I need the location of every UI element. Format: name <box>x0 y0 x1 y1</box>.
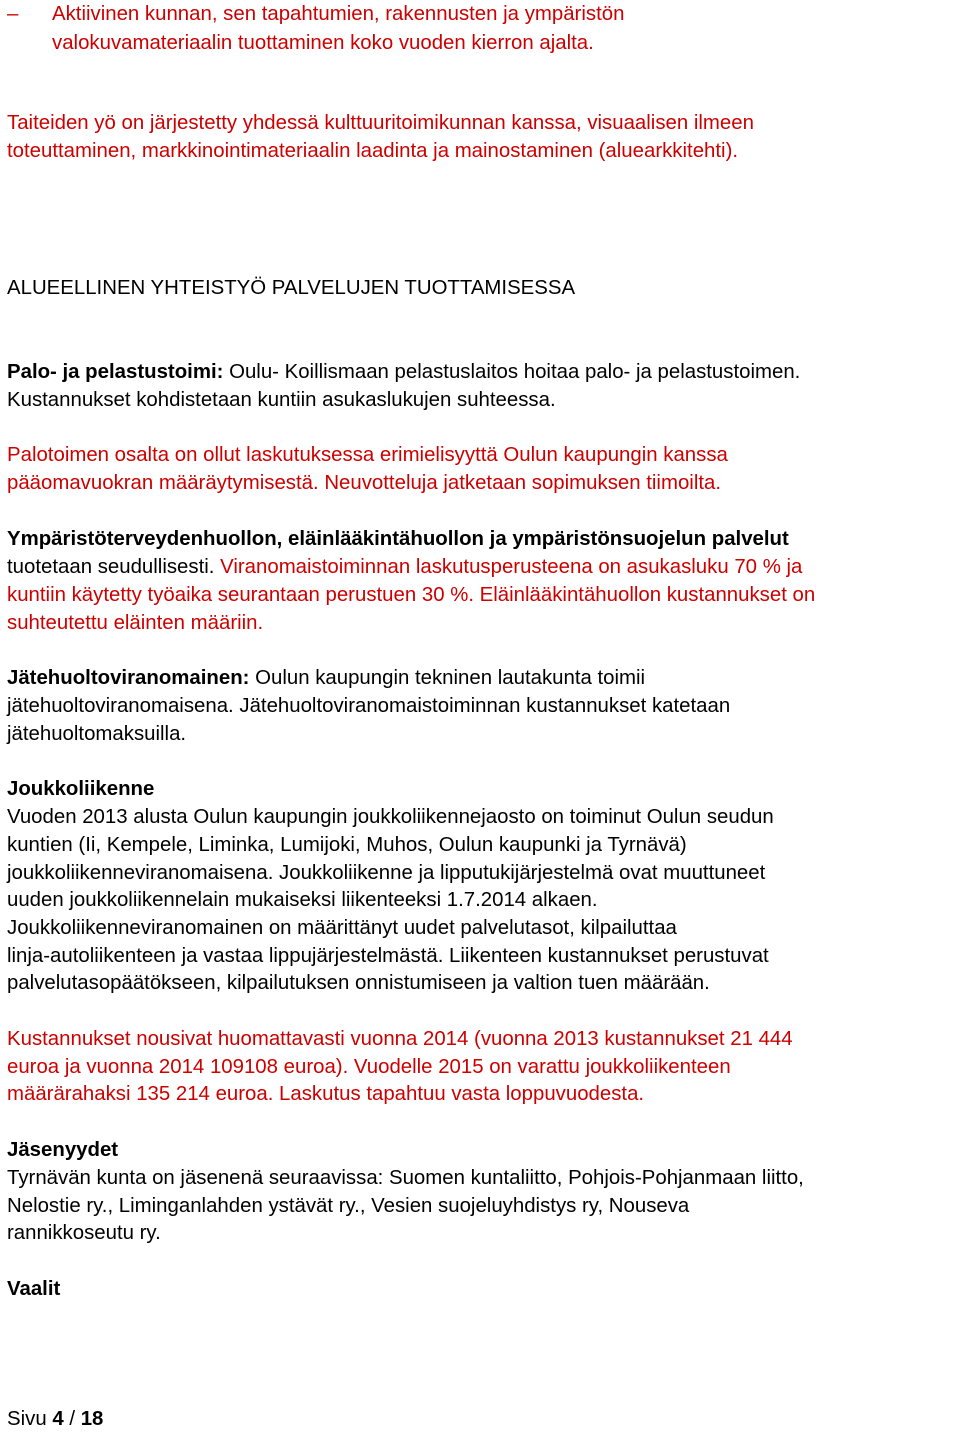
paragraph-line: uuden joukkoliikennelain mukaiseksi liikenteeksi 1.7.2014 alkaen. <box>7 889 598 911</box>
paragraph-line: suhteutettu eläinten määriin. <box>7 612 264 634</box>
paragraph-line: toteuttaminen, markkinointimateriaalin laadinta ja mainostaminen (aluearkkitehti). <box>7 140 739 162</box>
paragraph-label: Palo- ja pelastustoimi: <box>7 361 224 383</box>
paragraph-line: euroa ja vuonna 2014 109108 euroa). Vuodelle 2015 on varattu joukkoliikenteen <box>7 1056 731 1078</box>
paragraph-text: Oulu- Koillismaan pelastuslaitos hoitaa palo- ja pelastustoimen. <box>223 361 801 383</box>
paragraph-label: Jätehuoltoviranomainen: <box>7 667 250 689</box>
paragraph-line: palvelutasopäätökseen, kilpailutuksen onnistumiseen ja valtion tuen määrään. <box>7 972 710 994</box>
paragraph-line <box>7 359 800 385</box>
paragraph-label: Ympäristöterveydenhuollon, eläinlääkintähuollon ja ympäristönsuojelun palvelut <box>7 528 789 550</box>
paragraph-line: Palotoimen osalta on ollut laskutuksessa erimielisyyttä Oulun kaupungin kanssa <box>7 444 728 466</box>
page-current: 4 <box>52 1408 64 1430</box>
bullet-item <box>0 0 960 60</box>
paragraph-line: linja-autoliikenteen ja vastaa lippujärjestelmästä. Liikenteen kustannukset perustuvat <box>7 945 769 967</box>
page-number <box>7 1406 103 1432</box>
section-heading: ALUEELLINEN YHTEISTYÖ PALVELUJEN TUOTTAMISESSA <box>7 277 576 299</box>
paragraph-text: Oulun kaupungin tekninen lautakunta toimii <box>249 667 646 689</box>
paragraph-line: jätehuoltomaksuilla. <box>7 723 187 745</box>
subheading-text: Jäsenyydet <box>7 1139 119 1161</box>
subheading-text: Joukkoliikenne <box>7 778 155 800</box>
paragraph-line: pääomavuokran määräytymisestä. Neuvotteluja jatketaan sopimuksen tiimoilta. <box>7 472 722 494</box>
paragraph-line <box>7 665 645 691</box>
paragraph-line: Kustannukset kohdistetaan kuntiin asukaslukujen suhteessa. <box>7 389 556 411</box>
section-subheading <box>7 776 154 802</box>
page-separator: / <box>63 1408 81 1430</box>
subheading-text: Vaalit <box>7 1278 61 1300</box>
paragraph-text-red: Viranomaistoiminnan laskutusperusteena on asukasluku 70 % ja <box>214 556 803 578</box>
paragraph-line: Nelostie ry., Liminganlahden ystävät ry., Vesien suojeluyhdistys ry, Nouseva <box>7 1195 690 1217</box>
paragraph-line: kuntiin käytetty työaika seurantaan perustuen 30 %. Eläinlääkintähuollon kustannukset on <box>7 584 816 606</box>
dash-marker: – <box>7 3 19 25</box>
bullet-line: Aktiivinen kunnan, sen tapahtumien, rakennusten ja ympäristön <box>52 3 625 25</box>
paragraph-line: Kustannukset nousivat huomattavasti vuonna 2014 (vuonna 2013 kustannukset 21 444 <box>7 1028 793 1050</box>
bullet-line: valokuvamateriaalin tuottaminen koko vuoden kierron ajalta. <box>52 32 594 54</box>
section-subheading <box>7 1137 118 1163</box>
paragraph-line: jätehuoltoviranomaisena. Jätehuoltoviranomaistoiminnan kustannukset katetaan <box>7 695 731 717</box>
paragraph-line: joukkoliikenneviranomaisena. Joukkoliikenne ja lipputukijärjestelmä ovat muuttuneet <box>7 862 766 884</box>
paragraph-line: Joukkoliikenneviranomainen on määrittänyt uudet palvelutasot, kilpailuttaa <box>7 917 677 939</box>
paragraph-line: rannikkoseutu ry. <box>7 1222 161 1244</box>
paragraph-line: määrärahaksi 135 214 euroa. Laskutus tapahtuu vasta loppuvuodesta. <box>7 1083 645 1105</box>
paragraph-text: tuotetaan seudullisesti. <box>7 556 215 578</box>
section-subheading <box>7 1276 60 1302</box>
page-total: 18 <box>80 1408 104 1430</box>
paragraph-line: Taiteiden yö on järjestetty yhdessä kulttuuritoimikunnan kanssa, visuaalisen ilmeen <box>7 112 754 134</box>
paragraph-line: kuntien (Ii, Kempele, Liminka, Lumijoki, Muhos, Oulun kaupunki ja Tyrnävä) <box>7 834 687 856</box>
page-label: Sivu <box>7 1408 53 1430</box>
paragraph-line: Vuoden 2013 alusta Oulun kaupungin joukkoliikennejaosto on toiminut Oulun seudun <box>7 806 774 828</box>
paragraph-line: Tyrnävän kunta on jäsenenä seuraavissa: Suomen kuntaliitto, Pohjois-Pohjanmaan liitto, <box>7 1167 804 1189</box>
paragraph-line <box>7 526 789 552</box>
paragraph-line <box>7 554 802 580</box>
